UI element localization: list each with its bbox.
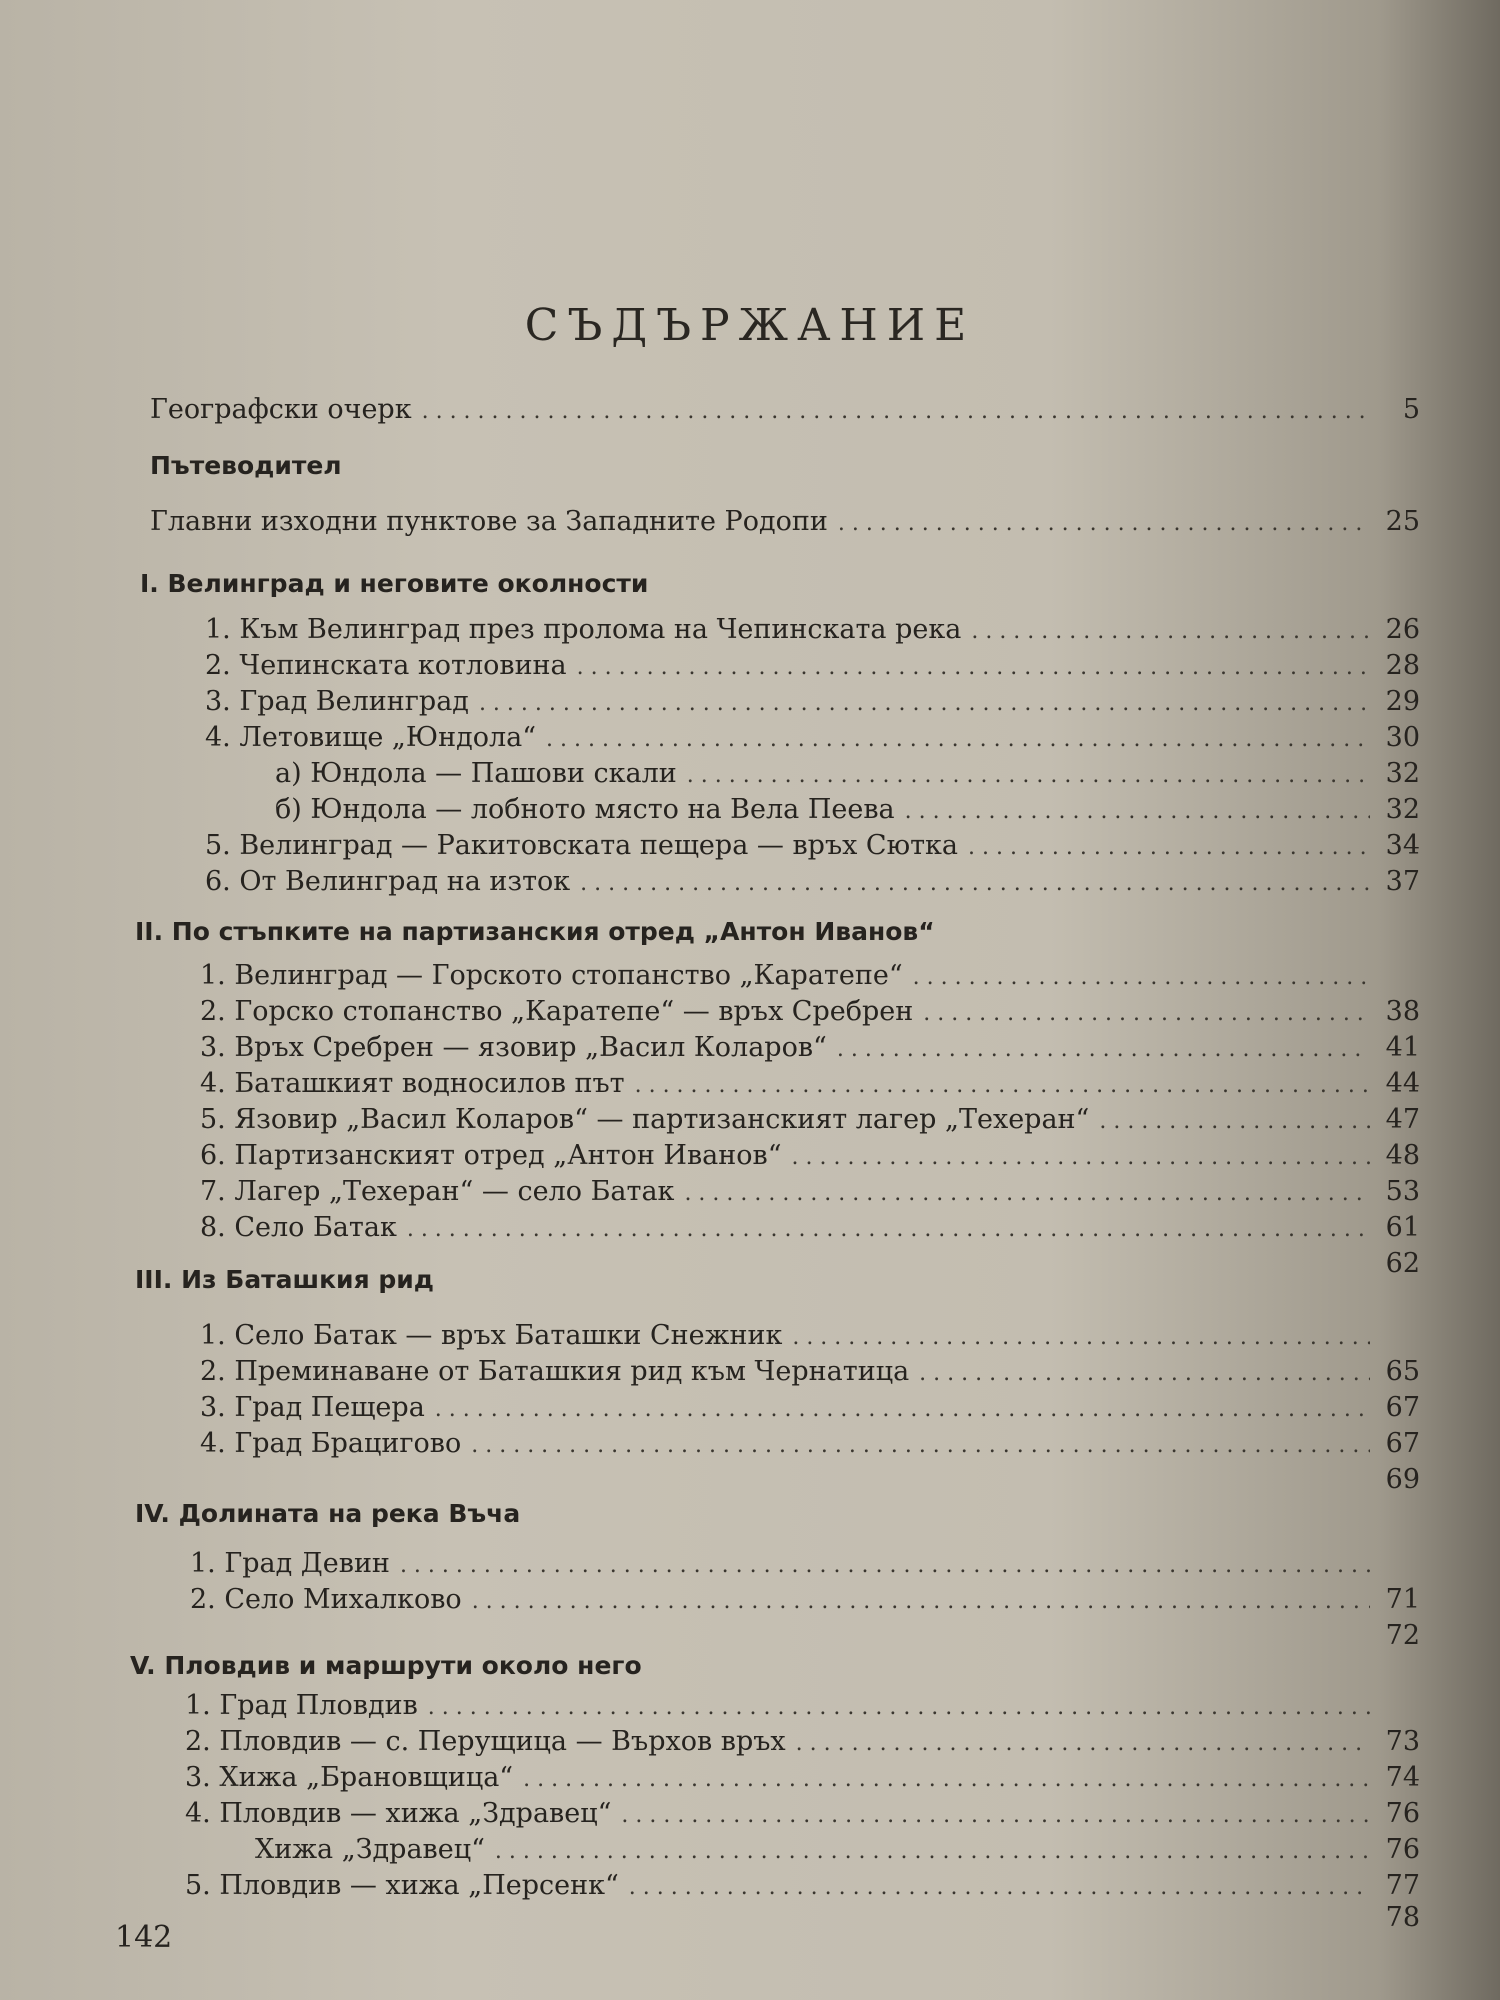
toc-entry	[275, 756, 1420, 792]
section-heading: Пътеводител	[150, 451, 342, 480]
toc-entry-label: 4. Баташкият водносилов път	[200, 1068, 625, 1099]
leader-dots	[495, 1834, 1370, 1870]
leader-dots	[422, 394, 1370, 430]
toc-entry	[185, 1796, 1420, 1832]
leader-dots	[472, 1584, 1370, 1620]
toc-entry-page: 38	[1385, 996, 1420, 1027]
leader-dots	[684, 1176, 1370, 1212]
toc-entry-label: а) Юндола — Пашови скали	[275, 758, 677, 789]
leader-dots	[968, 830, 1370, 866]
section-heading: IV. Долината на река Въча	[135, 1499, 521, 1528]
toc-entry-label: 6. Партизанският отред „Антон Иванов“	[200, 1140, 782, 1171]
toc-entry-label: б) Юндола — лобното място на Вела Пеева	[275, 794, 895, 825]
toc-entry-page: 73	[1385, 1726, 1420, 1757]
toc-entry-label: 4. Пловдив — хижа „Здравец“	[185, 1798, 612, 1829]
toc-entry	[1300, 1618, 1420, 1654]
toc-entry	[205, 612, 1420, 648]
toc-entry-label: 6. От Велинград на изток	[205, 866, 571, 897]
toc-entry-page: 61	[1385, 1212, 1420, 1243]
toc-entry	[205, 684, 1420, 720]
toc-entry	[255, 1832, 1420, 1868]
toc-entry	[1300, 1900, 1420, 1936]
toc-entry	[200, 1102, 1420, 1138]
leader-dots	[913, 960, 1370, 996]
page-title: СЪДЪРЖАНИЕ	[524, 300, 976, 351]
toc-entry	[185, 1688, 1420, 1724]
toc-entry-page: 62	[1385, 1248, 1420, 1279]
leader-dots	[479, 686, 1370, 722]
leader-dots	[400, 1548, 1370, 1584]
leader-dots	[407, 1212, 1370, 1248]
toc-entry	[200, 1066, 1420, 1102]
section-heading: II. По стъпките на партизанския отред „Антон Иванов“	[135, 917, 935, 946]
toc-entry-label: 1. Село Батак — връх Баташки Снежник	[200, 1320, 783, 1351]
toc-entry-page: 69	[1385, 1464, 1420, 1495]
toc-entry-page: 26	[1385, 614, 1420, 645]
toc-entry	[200, 1354, 1420, 1390]
toc-entry	[185, 1724, 1420, 1760]
toc-entry	[185, 1868, 1420, 1904]
toc-entry-label: 3. Град Велинград	[205, 686, 469, 717]
toc-entry-page: 47	[1385, 1104, 1420, 1135]
leader-dots	[1099, 1104, 1370, 1140]
toc-entry-page: 67	[1385, 1428, 1420, 1459]
toc-entry-page: 44	[1385, 1068, 1420, 1099]
toc-entry	[1300, 1246, 1420, 1282]
toc-entry-page: 77	[1385, 1870, 1420, 1901]
toc-entry-label: 1. Велинград — Горското стопанство „Каратепе“	[200, 960, 903, 991]
toc-entry-page: 28	[1385, 650, 1420, 681]
toc-entry-page: 5	[1402, 394, 1420, 425]
toc-entry-page: 30	[1385, 722, 1420, 753]
toc-entry-label: 2. Пловдив — с. Перущица — Върхов връх	[185, 1726, 786, 1757]
toc-entry	[200, 994, 1420, 1030]
toc-entry	[200, 1138, 1420, 1174]
leader-dots	[792, 1320, 1370, 1356]
toc-entry	[200, 1426, 1420, 1462]
leader-dots	[796, 1726, 1370, 1762]
toc-entry-page: 48	[1385, 1140, 1420, 1171]
leader-dots	[471, 1428, 1370, 1464]
toc-entry-label: 2. Село Михалково	[190, 1584, 462, 1615]
toc-entry-label: 5. Пловдив — хижа „Персенк“	[185, 1870, 619, 1901]
toc-entry-label: 3. Връх Сребрен — язовир „Васил Коларов“	[200, 1032, 827, 1063]
toc-entry-page: 67	[1385, 1392, 1420, 1423]
toc-entry-page: 37	[1385, 866, 1420, 897]
toc-entry-page: 65	[1385, 1356, 1420, 1387]
toc-entry-label: 8. Село Батак	[200, 1212, 397, 1243]
toc-entry-page: 53	[1385, 1176, 1420, 1207]
toc-entry-label: 1. Град Девин	[190, 1548, 390, 1579]
leader-dots	[905, 794, 1370, 830]
leader-dots	[837, 1032, 1370, 1068]
leader-dots	[923, 996, 1370, 1032]
section-heading: V. Пловдив и маршрути около него	[130, 1651, 642, 1680]
toc-entry	[1300, 1462, 1420, 1498]
leader-dots	[577, 650, 1370, 686]
toc-entry	[190, 1582, 1420, 1618]
toc-entry-label: Главни изходни пунктове за Западните Родопи	[150, 506, 828, 537]
toc-entry	[205, 864, 1420, 900]
toc-entry	[205, 828, 1420, 864]
toc-entry	[275, 792, 1420, 828]
toc-entry-label: 5. Велинград — Ракитовската пещера — връх Сютка	[205, 830, 959, 861]
toc-entry-label: 1. Град Пловдив	[185, 1690, 418, 1721]
toc-entry-page: 32	[1385, 758, 1420, 789]
toc-entry	[200, 1174, 1420, 1210]
toc-entry-label: 4. Летовище „Юндола“	[205, 722, 537, 753]
toc-entry-label: 2. Чепинската котловина	[205, 650, 567, 681]
toc-entry-page: 76	[1385, 1834, 1420, 1865]
toc-entry	[190, 1546, 1420, 1582]
toc-entry	[200, 1390, 1420, 1426]
toc-entry-label: 1. Към Велинград през пролома на Чепинската река	[205, 614, 962, 645]
toc-entry	[185, 1760, 1420, 1796]
page-number: 142	[115, 1920, 173, 1955]
leader-dots	[919, 1356, 1370, 1392]
leader-dots	[971, 614, 1370, 650]
toc-entry-label: 2. Преминаване от Баташкия рид към Чернатица	[200, 1356, 910, 1387]
toc-entry-label: 3. Хижа „Брановщица“	[185, 1762, 514, 1793]
toc-entry-page: 76	[1385, 1798, 1420, 1829]
toc-entry-label: 2. Горско стопанство „Каратепе“ — връх Сребрен	[200, 996, 914, 1027]
leader-dots	[792, 1140, 1370, 1176]
toc-entry-page: 29	[1385, 686, 1420, 717]
toc-entry	[205, 720, 1420, 756]
leader-dots	[687, 758, 1370, 794]
toc-entry	[205, 648, 1420, 684]
toc-entry-label: 5. Язовир „Васил Коларов“ — партизанският лагер „Техеран“	[200, 1104, 1090, 1135]
toc-entry	[200, 1210, 1420, 1246]
toc-entry-label: 3. Град Пещера	[200, 1392, 425, 1423]
toc-entry-page: 41	[1385, 1032, 1420, 1063]
toc-entry-page: 78	[1385, 1902, 1420, 1933]
leader-dots	[523, 1762, 1370, 1798]
leader-dots	[635, 1068, 1370, 1104]
section-heading: I. Велинград и неговите околности	[140, 569, 649, 598]
toc-entry-page: 25	[1385, 506, 1420, 537]
leader-dots	[838, 506, 1370, 542]
toc-entry-label: Географски очерк	[150, 394, 412, 425]
toc-entry-page: 32	[1385, 794, 1420, 825]
toc-entry	[150, 504, 1420, 540]
toc-entry	[200, 958, 1420, 994]
toc-entry-label: Хижа „Здравец“	[255, 1834, 485, 1865]
toc-entry-page: 72	[1385, 1620, 1420, 1651]
toc-entry-page: 71	[1385, 1584, 1420, 1615]
leader-dots	[580, 866, 1370, 902]
leader-dots	[621, 1798, 1370, 1834]
section-heading: III. Из Баташкия рид	[135, 1265, 434, 1294]
leader-dots	[546, 722, 1370, 758]
leader-dots	[629, 1870, 1370, 1906]
toc-entry-label: 7. Лагер „Техеран“ — село Батак	[200, 1176, 675, 1207]
leader-dots	[435, 1392, 1370, 1428]
toc-entry-page: 34	[1385, 830, 1420, 861]
toc-entry	[200, 1030, 1420, 1066]
leader-dots	[428, 1690, 1370, 1726]
toc-entry-label: 4. Град Брацигово	[200, 1428, 462, 1459]
toc-entry	[150, 392, 1420, 428]
toc-entry-page: 74	[1385, 1762, 1420, 1793]
toc-entry	[200, 1318, 1420, 1354]
